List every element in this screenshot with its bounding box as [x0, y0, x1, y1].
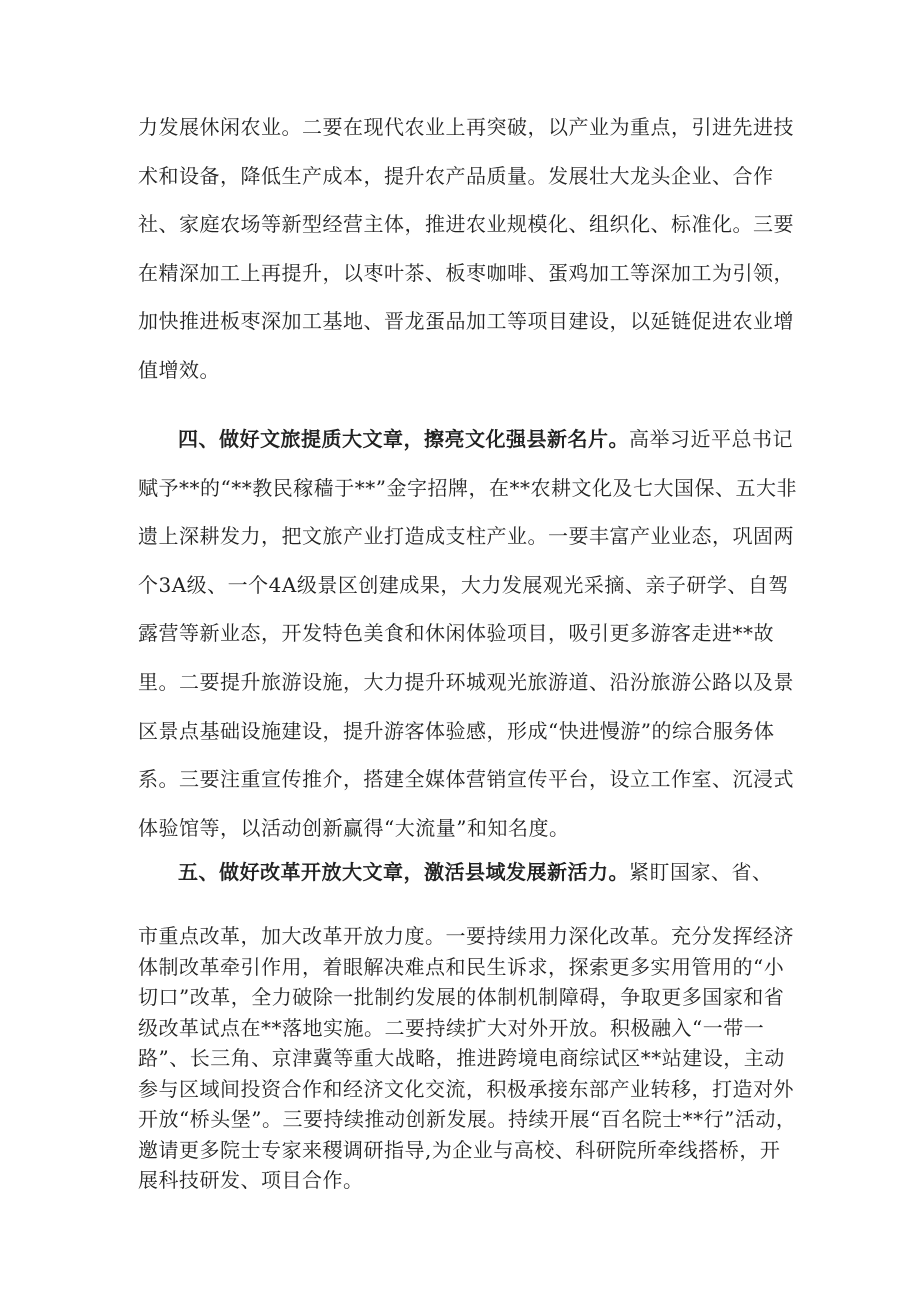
paragraph-reform-first-line: [138, 848, 798, 897]
section-heading-five: 五、做好改革开放大文章，激活县域发展新活力。: [178, 860, 629, 884]
paragraph-reform-body-text: 市重点改革，加大改革开放力度。一要持续用力深化改革。充分发挥经济体制改革牵引作用，着眼解决难点和民生诉求，探索更多实用管用的“小切口”改革，全力破除一批制约发展的体制机制障碍，争取更多国家和省级改革试点在**落地实施。二要持续扩大对外开放。积极融入“一带一路”、长三角、京津冀等重大战略，推进跨境电商综试区**站建设，主动参与区域间投资合作和经济文化交流，积极承接东部产业转移，打造对外开放“桥头堡”。三要持续推动创新发展。持续开展“百名院士**行”活动，邀请更多院士专家来稷调研指导,为企业与高校、科研院所牵线搭桥，开展科技研发、项目合作。: [138, 924, 797, 1192]
section-body-five-first-line: 紧盯国家、省、: [629, 860, 773, 884]
paragraph-reform-body: [138, 921, 798, 1196]
section-body-four: 高举习近平总书记赋予**的“**教民稼穑于**”金字招牌，在**农耕文化及七大国保、五大非遗上深耕发力，把文旅产业打造成支柱产业。一要丰富产业业态，巩固两个3A级、一个4A级景区创建成果，大力发展观光采摘、亲子研学、自驾露营等新业态，开发特色美食和休闲体验项目，吸引更多游客走进**故里。二要提升旅游设施，大力提升环城观光旅游道、沿汾旅游公路以及景区景点基础设施建设，提升游客体验感，形成“快进慢游”的综合服务体系。三要注重宣传推介，搭建全媒体营销宣传平台，设立工作室、沉浸式体验馆等，以活动创新赢得“大流量”和知名度。: [138, 427, 797, 840]
paragraph-culture-tourism-text: [138, 415, 798, 852]
paragraph-agriculture: [138, 103, 798, 395]
paragraph-reform-first-line-text: [138, 848, 798, 897]
paragraph-agriculture-text: 力发展休闲农业。二要在现代农业上再突破，以产业为重点，引进先进技术和设备，降低生产成本，提升农产品质量。发展壮大龙头企业、合作社、家庭农场等新型经营主体，推进农业规模化、组织化、标准化。三要在精深加工上再提升，以枣叶茶、板枣咖啡、蛋鸡加工等深加工为引领，加快推进板枣深加工基地、晋龙蛋品加工等项目建设，以延链促进农业增值增效。: [138, 115, 794, 382]
section-heading-four: 四、做好文旅提质大文章，擦亮文化强县新名片。: [178, 427, 629, 451]
paragraph-culture-tourism: [138, 415, 798, 852]
